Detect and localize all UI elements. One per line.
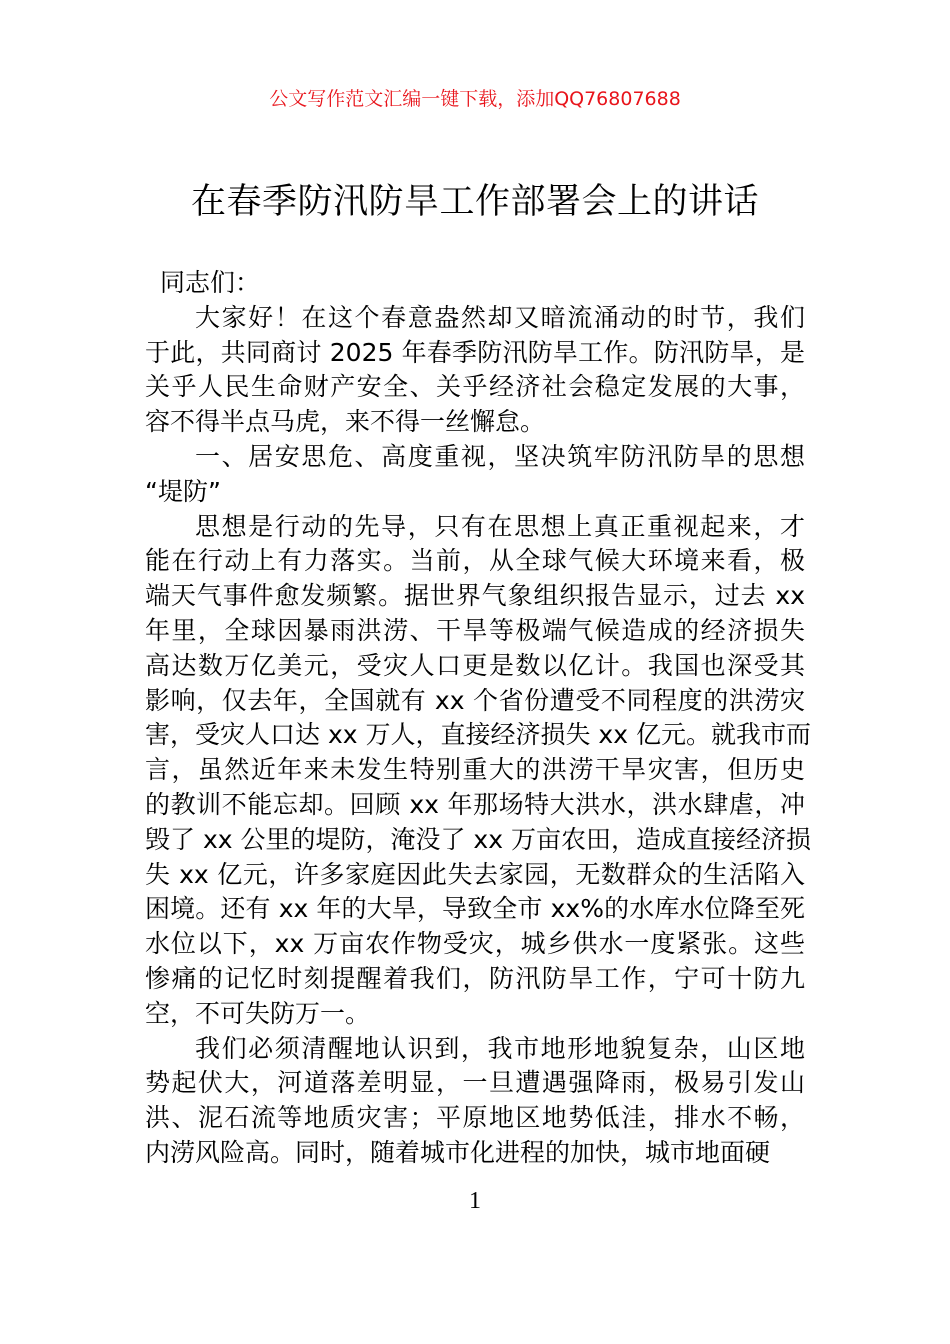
text-line: 洪、泥石流等地质灾害；平原地区地势低洼，排水不畅， [145, 1103, 805, 1133]
text-line: 年里，全球因暴雨洪涝、干旱等极端气候造成的经济损失 [145, 615, 805, 645]
text-line: 能在行动上有力落实。当前，从全球气候大环境来看，极 [145, 546, 805, 576]
text-line: 惨痛的记忆时刻提醒着我们，防汛防旱工作，宁可十防九 [145, 963, 805, 993]
text-line: 端天气事件愈发频繁。据世界气象组织报告显示，过去 xx [145, 581, 805, 611]
text-line: 我们必须清醒地认识到，我市地形地貌复杂，山区地 [195, 1033, 805, 1063]
text-line: 一、居安思危、高度重视，坚决筑牢防汛防旱的思想 [195, 441, 805, 471]
text-line: 水位以下，xx 万亩农作物受灾，城乡供水一度紧张。这些 [145, 929, 805, 959]
greeting: 同志们： [160, 268, 261, 297]
text-line: 毁了 xx 公里的堤防，淹没了 xx 万亩农田，造成直接经济损 [145, 824, 811, 854]
text-line: 内涝风险高。同时，随着城市化进程的加快，城市地面硬 [145, 1137, 771, 1167]
text-line: 思想是行动的先导，只有在思想上真正重视起来，才 [195, 511, 805, 541]
page-title: 在春季防汛防旱工作部署会上的讲话 [190, 182, 759, 222]
text-line: 高达数万亿美元，受灾人口更是数以亿计。我国也深受其 [145, 650, 805, 680]
paragraph [145, 1032, 805, 1171]
text-line: 害，受灾人口达 xx 万人，直接经济损失 xx 亿元。就我市而 [145, 720, 811, 750]
section-heading [145, 440, 805, 510]
text-line: 空，不可失防万一。 [145, 998, 371, 1028]
text-line: 容不得半点马虎，来不得一丝懈怠。 [145, 407, 546, 437]
text-line: 影响，仅去年，全国就有 xx 个省份遭受不同程度的洪涝灾 [145, 685, 805, 715]
header-watermark: 公文写作范文汇编一键下载，添加QQ76807688 [269, 88, 681, 110]
document-body [145, 266, 811, 1171]
page-number: 1 [469, 1188, 481, 1214]
text-line: 失 xx 亿元，许多家庭因此失去家园，无数群众的生活陷入 [145, 859, 805, 889]
paragraph [145, 301, 805, 440]
text-line: 大家好！在这个春意盎然却又暗流涌动的时节，我们 [195, 302, 805, 332]
text-line: 势起伏大，河道落差明显，一旦遭遇强降雨，极易引发山 [145, 1068, 805, 1098]
text-line: 的教训不能忘却。回顾 xx 年那场特大洪水，洪水肆虐，冲 [145, 789, 805, 819]
text-line: 关乎人民生命财产安全、关乎经济社会稳定发展的大事， [145, 372, 805, 402]
text-line: 于此，共同商讨 2025 年春季防汛防旱工作。防汛防旱，是 [145, 337, 805, 367]
text-line: 困境。还有 xx 年的大旱，导致全市 xx%的水库水位降至死 [145, 894, 805, 924]
text-line: “堤防” [145, 476, 221, 506]
text-line: 言，虽然近年来未发生特别重大的洪涝干旱灾害，但历史 [145, 755, 805, 785]
paragraph [145, 510, 811, 1032]
